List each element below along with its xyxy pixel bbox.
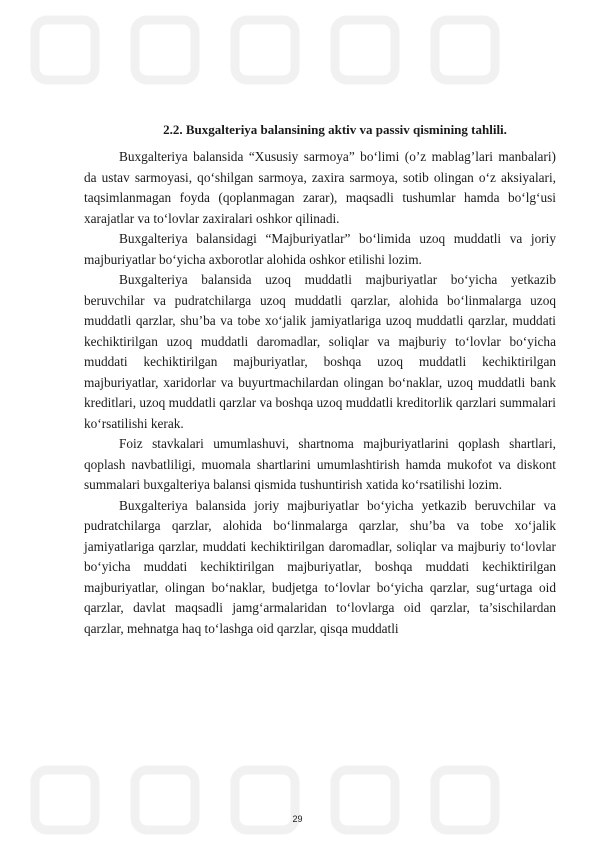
paragraph-2: Buxgalteriya balansidagi “Majburiyatlar” bo‘limida uzoq muddatli va joriy majburiyatlar bo‘yicha axborotlar alohida oshkor etilishi lozim.	[84, 231, 556, 267]
paragraph-4: Foiz stavkalari umumlashuvi, shartnoma majburiyatlarini qoplash shartlari, qoplash navbatliligi, muomala shartlarini umumlashtirish hamda mukofot va diskont summalari buxgalteriya balansi qismida tushuntirish xatida ko‘rsatilishi lozim.	[84, 436, 556, 492]
page-number: 29	[292, 814, 303, 824]
paragraph-3: Buxgalteriya balansida uzoq muddatli majburiyatlar bo‘yicha yetkazib beruvchilar va pudratchilarga uzoq muddatli qarzlar, alohida bo‘linmalarga uzoq muddatli qarzlar, shu’ba va tobe xo‘jalik jamiyatlariga uzoq muddatli qarzlar, muddati kechiktirilgan uzoq muddatli daromadlar, soliqlar va majburiy to‘lovlar bo‘yicha muddati kechiktirilgan majburiyatlar, boshqa uzoq muddatli kechiktirilgan majburiyatlar, xaridorlar va buyurtmachilardan olingan bo‘naklar, uzoq muddatli bank kreditlari, uzoq muddatli qarzlar va boshqa uzoq muddatli kreditorlik qarzlari summalari ko‘rsatilishi kerak.	[84, 272, 556, 431]
paragraph-1: Buxgalteriya balansida “Xususiy sarmoya” bo‘limi (o’z mablag’lari manbalari) da ustav sarmoyasi, qo‘shilgan sarmoya, zaxira sarmoya, sotib olingan o‘z aksiyalari, taqsimlanmagan foyda (qoplanmagan zarar), maqsadli tushumlar hamda bo‘lg‘usi xarajatlar va to‘lovlar zaxiralari oshkor qilinadi.	[84, 149, 556, 226]
document-page	[84, 121, 556, 639]
paragraph-5: Buxgalteriya balansida joriy majburiyatlar bo‘yicha yetkazib beruvchilar va pudratchilarga qarzlar, alohida bo‘linmalarga qarzlar, shu’ba va tobe xo‘jalik jamiyatlariga qarzlar, muddati kechiktirilgan daromadlar, soliqlar va majburiy to‘lovlar bo‘yicha muddati kechiktirilgan majburiyatlar, boshqa muddati kechiktirilgan majburiyatlar, olingan bo‘naklar, budjetga to‘lovlar bo‘yicha qarzlar, sug‘urtaga oid qarzlar, davlat maqsadli jamg‘armalaridan to‘lovlarga oid qarzlar, ta’sischilardan qarzlar, mehnatga haq to‘lashga oid qarzlar, qisqa muddatli	[84, 497, 556, 636]
section-heading: 2.2. Buxgalteriya balansining aktiv va passiv qismining tahlili.	[163, 122, 507, 137]
